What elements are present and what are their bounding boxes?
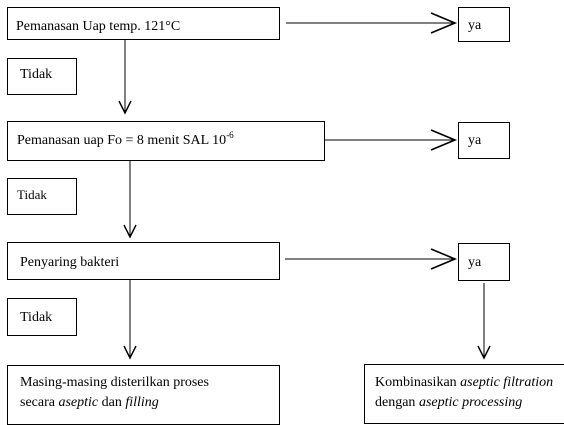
- result-left-text-c: dan: [98, 395, 126, 410]
- result-right-line-2: [375, 393, 564, 413]
- result-right-text-aseptic-processing: aseptic processing: [418, 395, 523, 410]
- step-label-3: Penyaring bakteri: [20, 255, 120, 270]
- no-box-1: [7, 58, 77, 95]
- step-label-2: Pemanasan uap Fo = 8 menit SAL 10: [17, 133, 227, 148]
- yes-box-3: [458, 243, 510, 281]
- no-box-2: [7, 178, 77, 215]
- result-right-line-1: [375, 373, 564, 393]
- result-left-text-aseptic: aseptic: [58, 395, 99, 410]
- result-left-line-2: [20, 393, 279, 413]
- no-label-3: Tidak: [20, 310, 53, 325]
- result-right-text-a: Kombinasikan: [375, 375, 461, 390]
- result-left-text-a: secara: [20, 395, 59, 410]
- yes-label-3: ya: [468, 255, 482, 270]
- no-label-2: Tidak: [17, 187, 47, 202]
- result-left-text-filling: filling: [125, 395, 159, 410]
- no-label-1: Tidak: [20, 67, 53, 82]
- result-box-right: [364, 364, 564, 424]
- result-right-text-b: dengan: [375, 395, 419, 410]
- yes-box-1: [458, 7, 510, 42]
- yes-label-1: ya: [468, 18, 482, 33]
- step-box-1: [7, 7, 280, 40]
- yes-label-2: ya: [468, 133, 482, 148]
- step-label-2-exponent: -6: [226, 130, 234, 140]
- result-box-left: [7, 365, 280, 425]
- step-box-2: [7, 121, 325, 161]
- no-box-3: [7, 298, 77, 336]
- yes-box-2: [458, 122, 510, 159]
- step-label-1: Pemanasan Uap temp. 121°C: [16, 19, 181, 34]
- step-box-3: [7, 242, 280, 280]
- result-right-text-aseptic-filtration: aseptic filtration: [460, 375, 554, 390]
- result-left-line-1: Masing-masing disterilkan proses: [20, 375, 209, 390]
